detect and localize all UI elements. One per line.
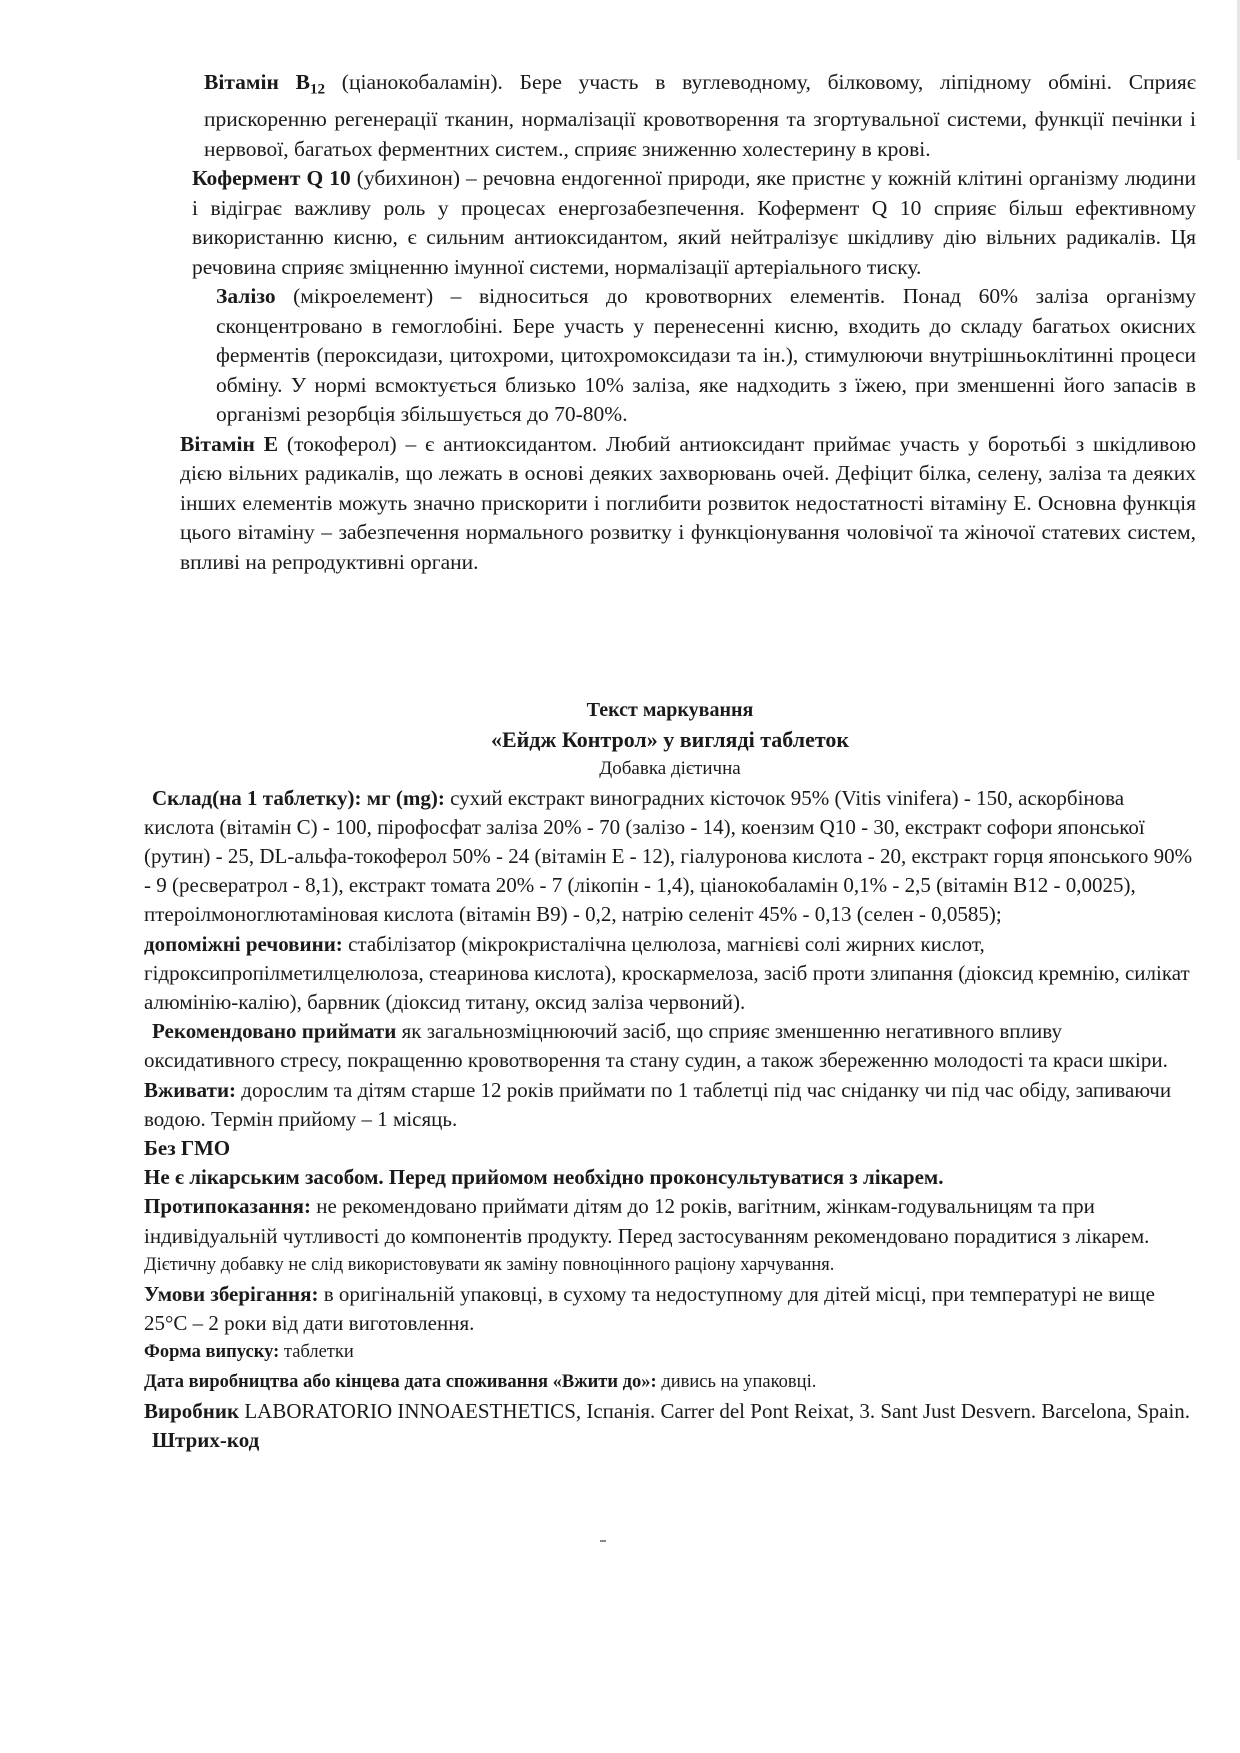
b12-heading: Вітамін $В_{12}$ [204, 70, 326, 98]
production-date: Дата виробництва або кінцева дата споживання «Вжити до»: дивись на упаковці. [144, 1371, 817, 1392]
q10-heading: Кофермент Q 10 [192, 166, 351, 190]
storage-conditions: Умови зберігання: в оригінальній упаковці, в сухому та недоступному для дітей місці, при температурі не вище 25°С – 2 роки від дати виготовлення. [144, 1282, 1155, 1336]
manufacturer: Виробник LABORATORIO INNOAESTHETICS, Іспанія. Carrer del Pont Reixat, 3. Sant Just Desvern. Barcelona, Spain. [144, 1398, 1191, 1423]
gmo-free: Без ГМО [144, 1136, 231, 1161]
composition: Склад(на 1 таблетку): мг (mg): сухий екстракт виноградних кісточок 95% (Vitis vinifera) - 150, аскорбінова кислота (вітамін С) - 100, пірофосфат заліза 20% - 70 (залізо - 14), коензим Q10 - 30, екстракт софори японської (рутин) - 25, DL-альфа-токоферол 50% - 24 (вітамін Е - 12), гіалуронова кислота - 20, екстракт горця японського 90% - 9 (ресвератрол - 8,1), екстракт томата 20% - 7 (лікопін - 1,4), ціанокобаламін 0,1% - 2,5 (вітамін В12 - 0,0025), птероілмоноглютаміновая кислота (вітамін В9) - 0,2, натрію селеніт 45% - 0,13 (селен - 0,0585); допоміжні речовини: стабілізатор (мікрокристалічна целюлоза, магнієві солі жирних кислот, гідроксипропілметилцелюлоза, стеаринова кислота), кроскармелоза, засіб проти злипання (діоксид кремнію, силікат алюмінію-калію), барвник (діоксид титану, оксид заліза червоний). [144, 785, 1193, 1015]
label-title: Текст маркування [586, 699, 754, 721]
label-text-section [144, 696, 1196, 1455]
vitamin-descriptions [144, 68, 1196, 577]
paragraph-vitamin-e: Вітамін Е (токоферол) – є антиоксидантом. Любий антиоксидант приймає участь у боротьбі з шкідливою дією вільних радикалів, що лежать в основі деяких захворювань очей. Дефіцит білка, селену, заліза та деяких інших елементів можуть значно прискорити і поглибити розвиток недостатності вітаміну Е. Основна функція цього вітаміну – забезпечення нормального розвитку і функціонування чоловічої та жіночої статевих систем, впливі на репродуктивні органи. [180, 431, 1197, 574]
diet-note: Дієтичну добавку не слід використовувати як заміну повноцінного раціону харчування. [144, 1254, 835, 1275]
not-drug-notice: Не є лікарським засобом. Перед прийомом необхідно проконсультуватися з лікарем. [144, 1165, 944, 1190]
product-name: «Ейдж Контрол» у вигляді таблеток [490, 727, 850, 753]
paragraph-b12: Вітамін $В_{12}$ (ціанокобаламін). Бере участь в вуглеводному, білковому, ліпідному обміні. Сприяє прискоренню регенерації тканин, нормалізації кровотворення та згортувальної системи, функції печінки і нервової, багатьох ферментних систем., сприяє зниженню холестерину в крові. [204, 70, 1196, 161]
usage: Вживати: дорослим та дітям старше 12 років приймати по 1 таблетці під час сніданку чи під час обіду, запиваючи водою. Термін прийому – 1 місяць. [144, 1077, 1172, 1131]
product-type: Добавка дієтична [599, 758, 741, 780]
paragraph-iron: Залізо (мікроелемент) – відноситься до кровотворних елементів. Понад 60% заліза організму сконцентровано в гемоглобіні. Бере участь у перенесенні кисню, входить до складу багатьох окисних ферментів (пероксидази, цитохроми, цитохромоксидази та ін.), стимулюючи внутрішньоклітинні процеси обміну. У нормі всмоктується близько 10% заліза, яке надходить з їжею, при зменшенні його запасів в організмі резорбція збільшується до 70-80%. [216, 284, 1196, 426]
contraindications: Протипоказання: не рекомендовано приймати дітям до 12 років, вагітним, жінкам-годувальницям та при індивідуальній чутливості до компонентів продукту. Перед застосуванням рекомендовано порадитися з лікарем. [144, 1194, 1150, 1248]
paragraph-q10: Кофермент Q 10 (убихинон) – речовна ендогенної природи, яке пристнє у кожній клітині організму людини і відіграє важливу роль у процесах енергозабезпечення. Кофермент Q 10 сприяє більш ефективному використанню кисню, є сильним антиоксидантом, який нейтралізує шкідливу дію вільних радикалів. Ця речовина сприяє зміцненню імунної системи, нормалізації артеріального тиску. [192, 166, 1196, 279]
iron-heading: Залізо [216, 284, 276, 308]
barcode-label: Штрих-код [152, 1428, 260, 1453]
release-form: Форма випуску: таблетки [144, 1342, 354, 1363]
recommendation: Рекомендовано приймати як загальнозміцнюючий засіб, що сприяє зменшенню негативного впливу оксидативного стресу, покращенню кровотворення та стану судин, а також збереженню молодості та краси шкіри. [144, 1019, 1168, 1073]
vitamin-e-heading: Вітамін Е [180, 431, 279, 456]
scan-speck [600, 1540, 606, 1542]
